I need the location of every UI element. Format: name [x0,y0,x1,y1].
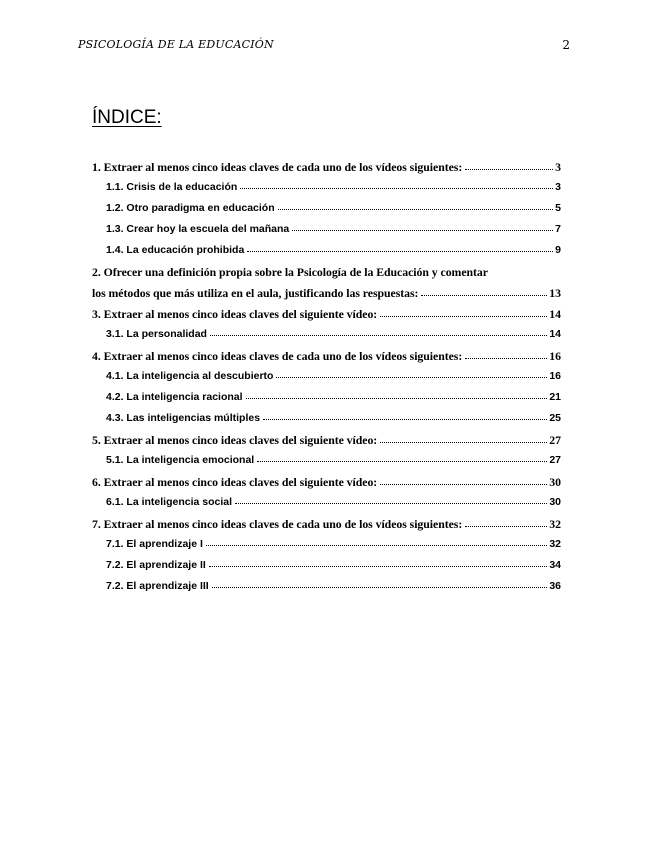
toc-entry-label: 5. Extraer al menos cinco ideas claves del siguiente vídeo: [92,433,378,447]
toc-entry-1-1[interactable] [92,181,561,202]
dot-leader [421,294,547,296]
dot-leader [278,208,554,210]
dot-leader [235,502,547,504]
toc-entry-page: 25 [549,412,561,424]
toc-entry-label: 7.2. El aprendizaje II [106,559,206,571]
toc-entry-label-line1: 2. Ofrecer una definición propia sobre la Psicología de la Educación y comentar [92,265,488,279]
toc-entry-label: 4.1. La inteligencia al descubierto [106,370,274,382]
toc-entry-page: 7 [555,223,561,235]
toc-entry-label: 1.2. Otro paradigma en educación [106,202,275,214]
dot-leader [263,418,547,420]
toc-entry-page: 27 [549,454,561,466]
toc-entry-7-2[interactable] [92,559,561,580]
toc-entry-page: 14 [549,328,561,340]
toc-entry-6[interactable] [92,475,561,496]
dot-leader [212,586,548,588]
dot-leader [246,397,548,399]
toc-entry-1-3[interactable] [92,223,561,244]
toc-entry-7-1[interactable] [92,538,561,559]
toc-entry-page: 14 [549,307,561,321]
dot-leader [465,357,547,359]
toc-entry-1[interactable] [92,160,561,181]
toc-entry-4-3[interactable] [92,412,561,433]
toc-entry-label: 1.3. Crear hoy la escuela del mañana [106,223,290,235]
toc-entry-page: 30 [549,496,561,508]
toc-entry-6-1[interactable] [92,496,561,517]
toc-entry-page: 27 [549,433,561,447]
dot-leader [465,525,547,527]
toc-entry-page: 3 [555,181,561,193]
toc-entry-2[interactable] [92,265,561,307]
table-of-contents [92,160,561,601]
toc-entry-label: 7.1. El aprendizaje I [106,538,203,550]
dot-leader [206,544,547,546]
dot-leader [276,376,547,378]
toc-entry-page: 16 [549,349,561,363]
toc-entry-4[interactable] [92,349,561,370]
toc-entry-1-4[interactable] [92,244,561,265]
dot-leader [209,565,548,567]
toc-entry-label: 3.1. La personalidad [106,328,207,340]
toc-entry-page: 3 [555,160,561,174]
toc-entry-label: 4. Extraer al menos cinco ideas claves de cada uno de los vídeos siguientes: [92,349,463,363]
toc-entry-7[interactable] [92,517,561,538]
toc-entry-label-line2: los métodos que más utiliza en el aula, justificando las respuestas: [92,286,419,300]
dot-leader [210,334,547,336]
dot-leader [380,483,547,485]
dot-leader [257,460,547,462]
toc-entry-3[interactable] [92,307,561,328]
toc-entry-label: 7. Extraer al menos cinco ideas claves de cada uno de los vídeos siguientes: [92,517,463,531]
toc-entry-label: 1.4. La educación prohibida [106,244,245,256]
page-header [78,38,570,54]
toc-entry-label: 7.2. El aprendizaje III [106,580,209,592]
toc-entry-1-2[interactable] [92,202,561,223]
toc-entry-page: 9 [555,244,561,256]
toc-entry-page: 16 [549,370,561,382]
toc-heading: ÍNDICE: [92,107,162,128]
toc-entry-label: 5.1. La inteligencia emocional [106,454,255,466]
toc-entry-7-3[interactable] [92,580,561,601]
toc-entry-5-1[interactable] [92,454,561,475]
header-title: PSICOLOGÍA DE LA EDUCACIÓN [78,38,274,51]
toc-entry-label: 4.3. Las inteligencias múltiples [106,412,261,424]
toc-entry-label: 4.2. La inteligencia racional [106,391,243,403]
toc-entry-4-1[interactable] [92,370,561,391]
toc-entry-label: 6.1. La inteligencia social [106,496,233,508]
toc-entry-page: 13 [549,286,561,300]
toc-entry-label: 3. Extraer al menos cinco ideas claves del siguiente vídeo: [92,307,378,321]
dot-leader [380,315,547,317]
dot-leader [247,250,553,252]
toc-entry-label: 1.1. Crisis de la educación [106,181,238,193]
dot-leader [465,168,553,170]
toc-entry-page: 32 [549,517,561,531]
toc-entry-page: 30 [549,475,561,489]
toc-entry-page: 36 [549,580,561,592]
toc-entry-page: 34 [549,559,561,571]
toc-entry-5[interactable] [92,433,561,454]
dot-leader [240,187,553,189]
toc-entry-4-2[interactable] [92,391,561,412]
toc-entry-label: 6. Extraer al menos cinco ideas claves del siguiente vídeo: [92,475,378,489]
toc-entry-page: 5 [555,202,561,214]
toc-entry-label: 1. Extraer al menos cinco ideas claves de cada uno de los vídeos siguientes: [92,160,463,174]
dot-leader [292,229,553,231]
toc-entry-page: 21 [549,391,561,403]
header-page-number: 2 [562,38,570,52]
toc-entry-3-1[interactable] [92,328,561,349]
toc-entry-page: 32 [549,538,561,550]
dot-leader [380,441,547,443]
